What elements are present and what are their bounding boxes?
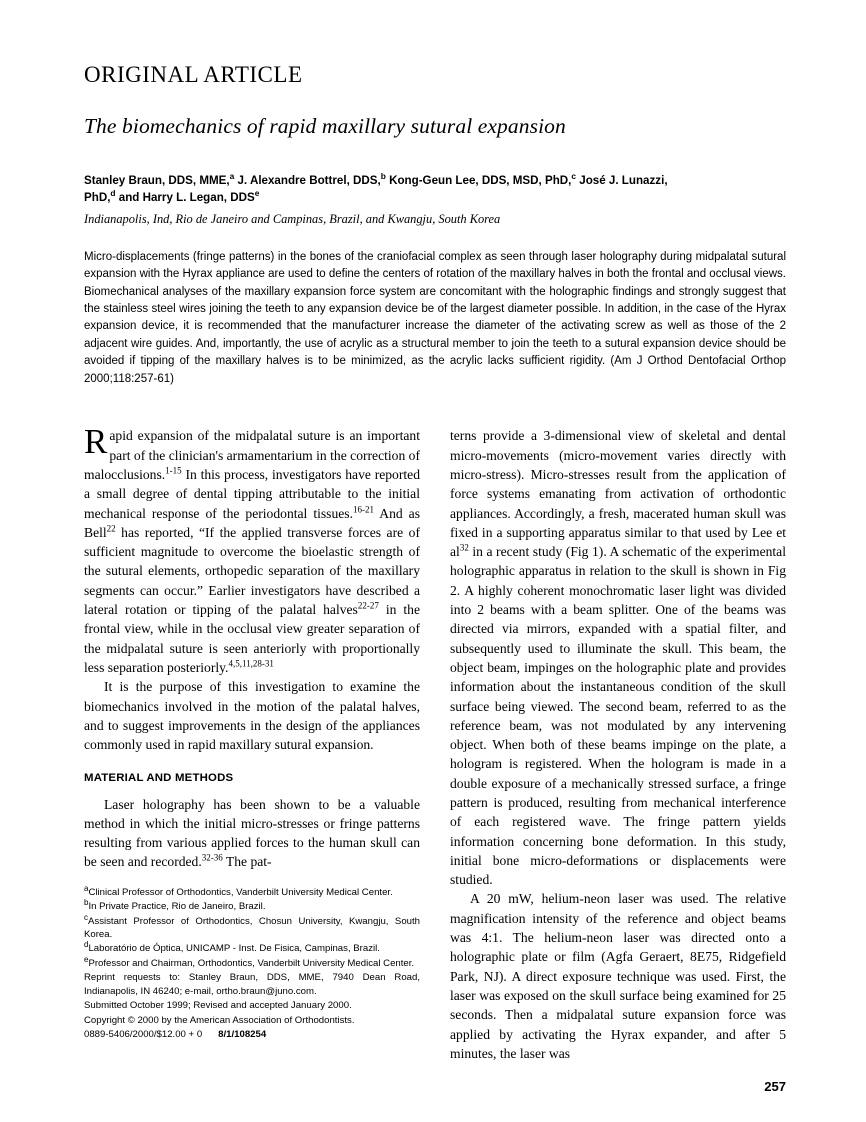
footnote-item bbox=[84, 912, 420, 942]
abstract: Micro-displacements (fringe patterns) in the bones of the craniofacial complex as seen through laser holography during midpalatal sutural expansion with the Hyrax appliance are used to define the centers of rotation of the maxillary halves in both the frontal and occlusal views. Biomechanical analyses of the maxillary expansion force system are concomitant with the holographic findings and strongly suggest that the stainless steel wires joining the teeth to any expansion device be of the largest diameter possible. In addition, in the case of the Hyrax expansion device, it is recommended that the manufacturer increase the diameter of the activating screw as well as those of the 2 adjacent wire guides. And, importantly, the use of acrylic as a structural member to join the teeth to a sutural expansion device should be avoided if tipping of the maxillary halves is to be minimized, as the acrylic lacks sufficient rigidity. (Am J Orthod Dentofacial Orthop 2000;118:257-61) bbox=[84, 250, 786, 385]
submitted-dates: Submitted October 1999; Revised and accepted January 2000. bbox=[84, 1000, 352, 1012]
copyright-notice: Copyright © 2000 by the American Association of Orthodontists. bbox=[84, 1014, 355, 1026]
paragraph-methods bbox=[84, 795, 420, 872]
author-4-marker: d bbox=[110, 187, 116, 198]
author-4-degrees: PhD, bbox=[84, 190, 111, 204]
article-kicker: ORIGINAL ARTICLE bbox=[84, 62, 303, 87]
author-3-marker: c bbox=[571, 171, 577, 182]
author-4: José J. Lunazzi, bbox=[576, 174, 668, 187]
paragraph-methods-continued bbox=[450, 426, 786, 889]
author-5: and Harry L. Legan, DDS bbox=[115, 190, 255, 204]
footnote-marker: e bbox=[84, 954, 89, 964]
intro-text-b: In this process, investigators have reported a small degree of dental tipping attributable to the initial mechanical response of the periodontal tissues. bbox=[84, 466, 420, 521]
page-title: The biomechanics of rapid maxillary sutural expansion bbox=[84, 114, 566, 138]
body-columns bbox=[84, 422, 786, 1063]
issn-line bbox=[84, 1028, 420, 1042]
column-left bbox=[84, 422, 420, 1063]
affiliation-cities: Indianapolis, Ind, Rio de Janeiro and Campinas, Brazil, and Kwangju, South Korea bbox=[84, 211, 501, 226]
footnote-marker: a bbox=[84, 883, 89, 893]
footnote-block bbox=[84, 883, 420, 1042]
methods-text-a: Laser holography has been shown to be a valuable method in which the initial micro-stresses or fringe patterns resulting from various applied forces to the human skull can be seen and recorded. bbox=[84, 796, 420, 870]
footnote-text: Laboratório de Óptica, UNICAMP - Inst. De Fisica, Campinas, Brazil. bbox=[88, 943, 380, 955]
footnote-marker: d bbox=[84, 940, 89, 950]
footnote-item bbox=[84, 883, 420, 899]
footnote-text: Professor and Chairman, Orthodontics, Vanderbilt University Medical Center. bbox=[88, 957, 415, 969]
citation-ref: 1-15 bbox=[165, 465, 182, 476]
paragraph-purpose: It is the purpose of this investigation to examine the biomechanics involved in the motion of the palatal halves, and to suggest improvements in the design of the appliances commonly used in rapid maxillary sutural expansion. bbox=[84, 679, 420, 753]
methods-cont-a: terns provide a 3-dimensional view of skeletal and dental micro-movements (micro-movement varies directly with micro-stress). Micro-stresses result from the application of force systems emanating from activation of orthodontic appliances. Accordingly, a fresh, macerated human skull was fixed in a supporting apparatus similar to that used by Lee et al bbox=[450, 428, 786, 560]
citation-ref: 22-27 bbox=[357, 600, 379, 611]
footnote-text: Clinical Professor of Orthodontics, Vanderbilt University Medical Center. bbox=[88, 886, 393, 898]
footnote-text: Assistant Professor of Orthodontics, Chosun University, Kwangju, South Korea. bbox=[84, 915, 420, 941]
drop-cap: R bbox=[84, 422, 108, 462]
author-2: J. Alexandre Bottrel, DDS, bbox=[234, 174, 381, 187]
author-3: Kong-Geun Lee, DDS, MSD, PhD, bbox=[385, 174, 572, 187]
methods-cont-b: in a recent study (Fig 1). A schematic of the experimental holographic apparatus in relation to the skull is shown in Fig 2. A highly coherent monochromatic laser light was divided into 2 beams with a beam splitter. One of the beams was directed via mirrors, expanded with a spatial filter, and subsequently used to illuminate the skull. This beam, the object beam, impinges on the holographic plate and provides information about the instantaneous condition of the skull surface being viewed. The second beam, referred to as the reference beam, was not modulated by any intervening object. When both of these beams impinge on the plate, a hologram is registered. When the hologram is made in a double exposure of a mechanically stressed surface, a fringe pattern is produced, resulting from mechanical interference of each registered wave. The fringe pattern yields information concerning bone deformation. In this study, initial bone micro-deformations or displacements were studied. bbox=[450, 544, 786, 888]
page-number: 257 bbox=[764, 1079, 786, 1094]
footnote-item bbox=[84, 954, 420, 970]
citation-ref: 32 bbox=[459, 542, 469, 553]
footnote-marker: b bbox=[84, 898, 89, 907]
paragraph-intro bbox=[84, 422, 420, 677]
citation-ref: 16-21 bbox=[353, 504, 374, 514]
reprint-requests: Reprint requests to: Stanley Braun, DDS, MME, 7940 Dean Road, Indianapolis, IN 46240; e-mail, ortho.braun@juno.com. bbox=[84, 972, 420, 997]
citation-ref: 4,5,11,28-31 bbox=[228, 658, 274, 669]
footnote-item bbox=[84, 900, 420, 913]
intro-text-c: And as Bell bbox=[84, 505, 420, 540]
section-heading-material-and-methods: MATERIAL AND METHODS bbox=[84, 772, 234, 785]
issn-text: 0889-5406/2000/$12.00 + 0 bbox=[84, 1028, 203, 1040]
article-code: 8/1/108254 bbox=[218, 1028, 267, 1040]
author-1-marker: a bbox=[229, 171, 235, 182]
citation-ref: 32-36 bbox=[201, 852, 223, 863]
footnote-marker: c bbox=[84, 912, 88, 922]
footnote-text: In Private Practice, Rio de Janeiro, Brazil. bbox=[88, 901, 266, 913]
column-right bbox=[450, 426, 786, 1063]
intro-text-d: has reported, “If the applied transverse forces are of sufficient magnitude to overcome the bioelastic strength of the sutural elements, orthopedic separation of the maxillary segments can occur.” Earlier investigators have described a lateral rotation or tipping of the palatal halves bbox=[84, 524, 420, 618]
author-1: Stanley Braun, DDS, MME, bbox=[84, 174, 230, 187]
author-list bbox=[84, 173, 786, 207]
author-2-marker: b bbox=[380, 171, 386, 182]
footnote-item bbox=[84, 942, 420, 955]
paragraph-laser-setup: A 20 mW, helium-neon laser was used. The relative magnification intensity of the reference and object beams was 4:1. The helium-neon laser was directed onto a holographic plate or film (Agfa Geraert, 8E75, Ridgefield Park, NJ). A direct exposure technique was used. First, the laser was exposed on the skull surface being examined for 25 seconds. Then a midpalatal suture expansion force was applied by activating the Hyrax expander, and after 5 minutes, the laser was bbox=[450, 891, 786, 1061]
intro-text-a: apid expansion of the midpalatal suture is an important part of the clinician's armamentarium in the correction of malocclusions. bbox=[84, 428, 420, 482]
citation-ref: 22 bbox=[106, 523, 116, 534]
intro-text-e: in the frontal view, while in the occlusal view greater separation of the midpalatal suture is seen anteriorly with proportionally less separation posteriorly. bbox=[84, 602, 420, 675]
methods-text-b: The pat- bbox=[222, 854, 272, 870]
author-5-marker: e bbox=[254, 187, 260, 198]
